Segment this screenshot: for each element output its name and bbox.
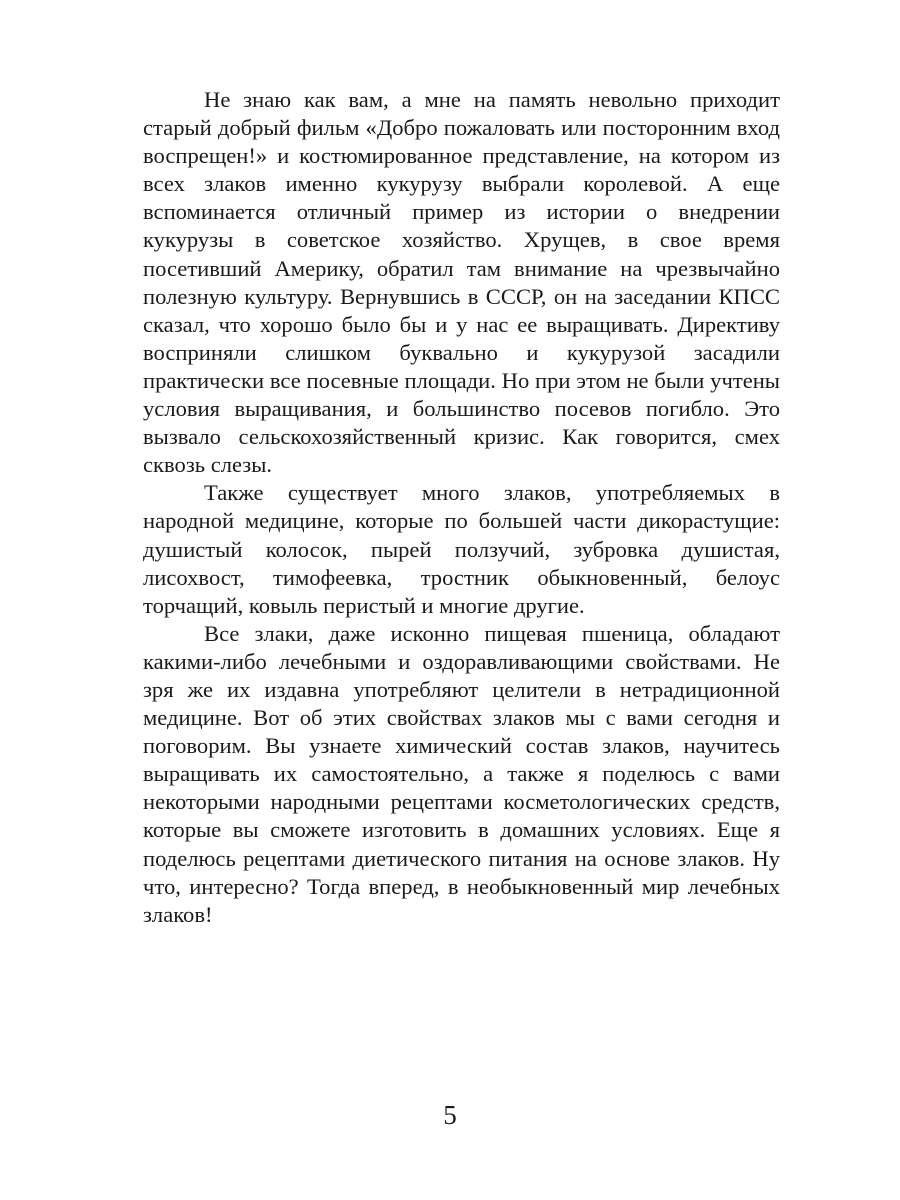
paragraph-2: Также существует много злаков, употребляемых в народной медицине, которые по большей части дикорастущие: душистый колосок, пырей ползучий, зубровка душистая, лисохвост, тимофеевка, тростник обыкновенный, белоус торчащий, ковыль перистый и многие другие. (143, 480, 780, 618)
paragraph-1: Не знаю как вам, а мне на память невольно приходит старый добрый фильм «Добро пожаловать или посторонним вход воспрещен!» и костюмированное представление, на котором из всех злаков именно кукурузу выбрали королевой. А еще вспоминается отличный пример из истории о внедрении кукурузы в советское хозяйство. Хрущев, в свое время посетивший Америку, обратил там внимание на чрезвычайно полезную культуру. Вернувшись в СССР, он на заседании КПСС сказал, что хорошо было бы и у нас ее выращивать. Директиву восприняли слишком буквально и кукурузой засадили практически все посевные площади. Но при этом не были учтены условия выращивания, и большинство посевов погибло. Это вызвало сельскохозяйственный кризис. Как говорится, смех сквозь слезы. (143, 87, 780, 478)
page-number: 5 (443, 1100, 457, 1130)
paragraph-3: Все злаки, даже исконно пищевая пшеница, обладают какими-либо лечебными и оздоравливающими свойствами. Не зря же их издавна употребляют целители в нетрадиционной медицине. Вот об этих свойствах злаков мы с вами сегодня и поговорим. Вы узнаете химический состав злаков, научитесь выращивать их самостоятельно, а также я поделюсь с вами некоторыми народными рецептами косметологических средств, которые вы сможете изготовить в домашних условиях. Еще я поделюсь рецептами диетического питания на основе злаков. Ну что, интересно? Тогда вперед, в необыкновенный мир лечебных злаков! (143, 620, 780, 927)
body-text (143, 86, 780, 929)
